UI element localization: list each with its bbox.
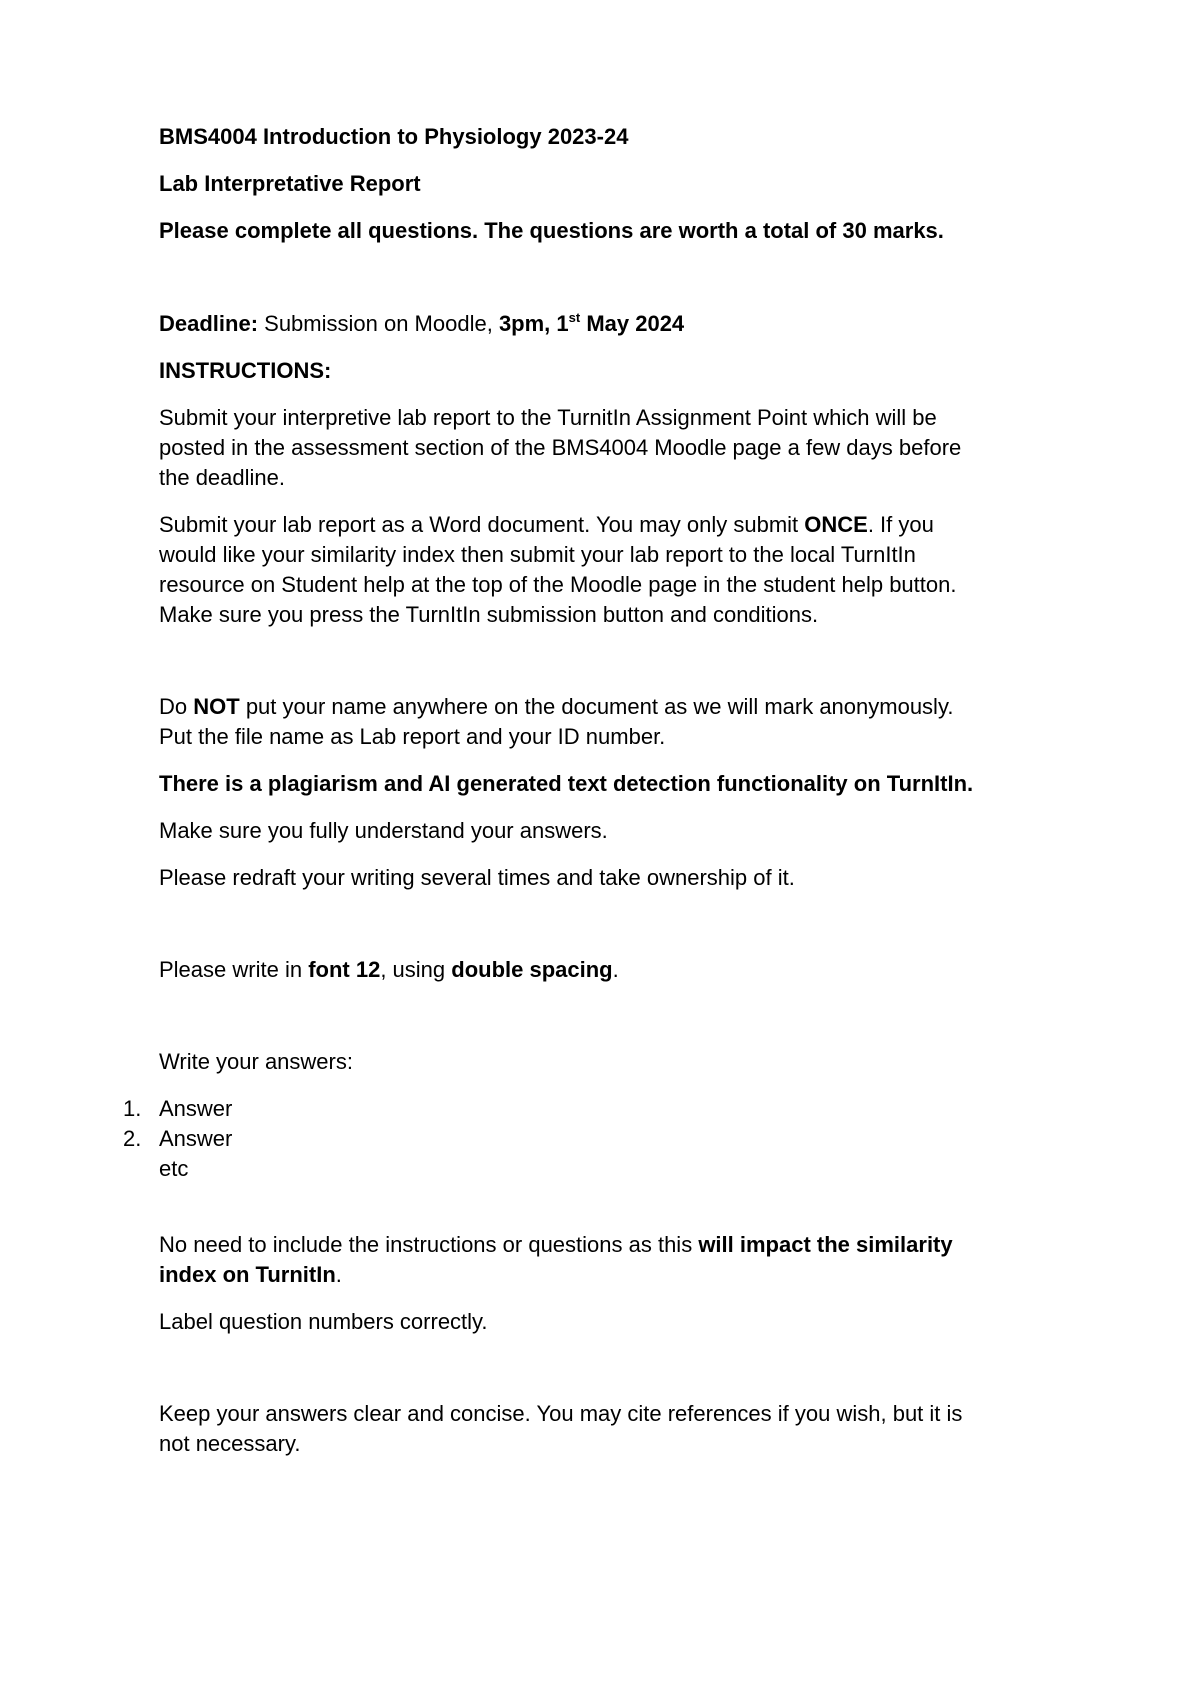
font-line-text: Please write in [159, 957, 309, 982]
font-line-text: , using [380, 957, 452, 982]
document-title: BMS4004 Introduction to Physiology 2023-24 [159, 124, 629, 149]
instructions-heading: INSTRUCTIONS: [159, 358, 332, 383]
para3-text: put your name anywhere on the document as we will mark anonymously. [239, 694, 954, 719]
list-item: Answer [159, 1096, 233, 1121]
deadline-date: May 2024 [580, 311, 685, 336]
para2-text: Submit your lab report as a Word document. You may only submit [159, 512, 805, 537]
font-line-text: . [612, 957, 619, 982]
no-need-text: No need to include the instructions or questions as this [159, 1232, 699, 1257]
para1-line: Submit your interpretive lab report to the TurnitIn Assignment Point which will be [159, 405, 937, 430]
para2-line [159, 510, 934, 540]
para2-once: ONCE [804, 512, 868, 537]
font-line [159, 955, 619, 985]
plagiarism-notice: There is a plagiarism and AI generated text detection functionality on TurnItIn. [159, 771, 974, 796]
list-number: 2. [123, 1126, 142, 1151]
deadline-time: 3pm, 1 [498, 311, 569, 336]
no-need-bold: index on TurnitIn [159, 1262, 336, 1287]
list-number: 1. [123, 1096, 142, 1121]
para2-text: . If you [867, 512, 934, 537]
para2-line: would like your similarity index then submit your lab report to the local TurnItIn [159, 542, 916, 567]
para2-line: resource on Student help at the top of the Moodle page in the student help button. [159, 572, 957, 597]
no-need-text: . [335, 1262, 342, 1287]
para1-line: posted in the assessment section of the BMS4004 Moodle page a few days before [159, 435, 962, 460]
deadline-ordinal: st [568, 310, 581, 325]
spacing-text: double spacing [451, 957, 613, 982]
deadline-text: Submission on Moodle, [258, 311, 499, 336]
label-line: Label question numbers correctly. [159, 1309, 488, 1334]
intro-text: Please complete all questions. The questions are worth a total of 30 marks. [159, 218, 944, 243]
para3-line [159, 692, 953, 722]
concise-line: not necessary. [159, 1431, 301, 1456]
redraft-line: Please redraft your writing several times and take ownership of it. [159, 865, 795, 890]
para3-line: Put the file name as Lab report and your ID number. [159, 724, 666, 749]
list-item: Answer [159, 1126, 233, 1151]
para1-line: the deadline. [159, 465, 285, 490]
etc-line: etc [159, 1156, 189, 1181]
document-subtitle: Lab Interpretative Report [159, 171, 421, 196]
no-need-line [159, 1230, 953, 1260]
para3-text: Do [159, 694, 194, 719]
para2-line: Make sure you press the TurnItIn submission button and conditions. [159, 602, 819, 627]
write-answers-line: Write your answers: [159, 1049, 353, 1074]
para3-not: NOT [193, 694, 240, 719]
concise-line: Keep your answers clear and concise. You may cite references if you wish, but it is [159, 1401, 963, 1426]
understand-line: Make sure you fully understand your answers. [159, 818, 608, 843]
no-need-bold: will impact the similarity [698, 1232, 953, 1257]
deadline-label: Deadline: [159, 311, 259, 336]
no-need-line [159, 1260, 342, 1290]
font-size-text: font 12 [308, 957, 381, 982]
deadline-line [159, 309, 684, 339]
